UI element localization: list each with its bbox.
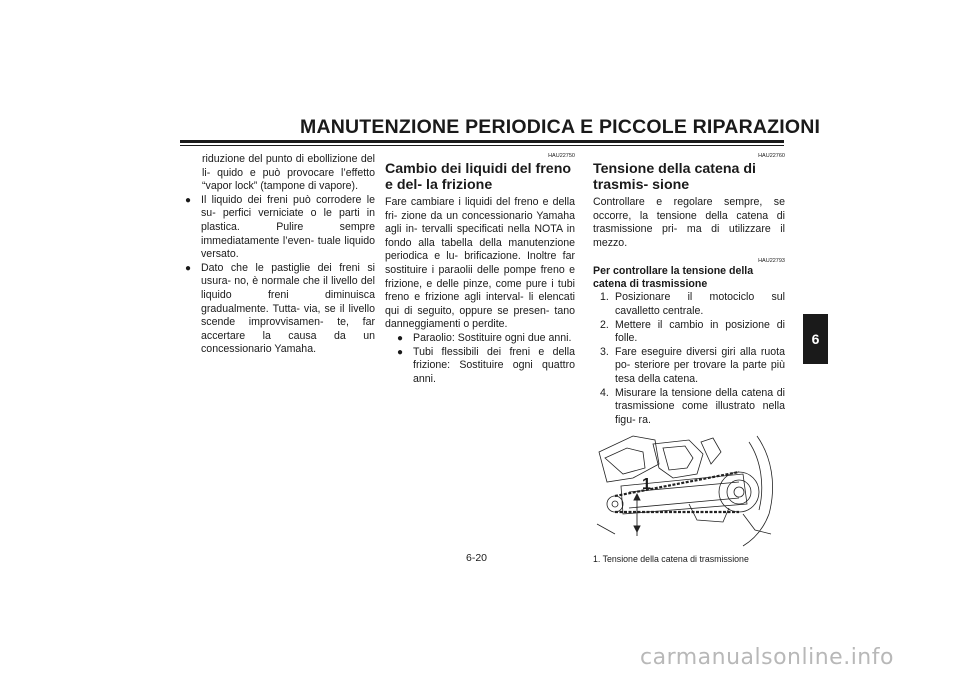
- header-rule-thin: [180, 145, 784, 146]
- bullet-dot-icon: ●: [397, 346, 404, 358]
- figure-callout-number: 1: [642, 476, 651, 494]
- step-number: 1.: [600, 291, 609, 304]
- chapter-tab[interactable]: [803, 314, 828, 364]
- step-item: [593, 291, 785, 318]
- step-item: [593, 319, 785, 346]
- intro-paragraph: riduzione del punto di ebollizione del li- quido e può provocare l’effetto “vapor lock” (tampone di vapore).: [202, 153, 375, 193]
- bullet-text: Dato che le pastiglie dei freni si usura- no, è normale che il livello del liquido freni diminuisca gradualmente. Tutta- via, se il livello scende improvvisamen- te, far accertare la causa da un concessionario Yamaha.: [201, 261, 375, 356]
- bullet-text: Il liquido dei freni può corrodere le su- perfici verniciate o le parti in plastica. Pulire sempre immediatamente l’even- tuale liquido versato.: [201, 193, 375, 261]
- column-middle: [385, 153, 575, 386]
- section-body: Controllare e regolare sempre, se occorre, la tensione della catena di trasmissione pri- ma di utilizzare il mezzo.: [593, 196, 785, 249]
- section-heading: Cambio dei liquidi del freno e del- la frizione: [385, 161, 572, 193]
- step-number: 2.: [600, 318, 609, 331]
- step-number: 3.: [600, 345, 609, 358]
- chapter-tab-number: 6: [811, 331, 820, 347]
- watermark[interactable]: carmanualsonline.info: [640, 645, 894, 670]
- step-text: Fare eseguire diversi giri alla ruota po- steriore per trovare la parte più tesa della catena.: [615, 345, 785, 385]
- section-code: HAU22750: [548, 153, 575, 159]
- subsection-code: HAU22793: [758, 258, 785, 265]
- bullet-item: [397, 346, 575, 387]
- chain-illustration: [593, 434, 781, 552]
- column-right: [593, 153, 785, 565]
- step-number: 4.: [600, 386, 609, 399]
- bullet-dot-icon: ●: [185, 262, 192, 274]
- step-text: Posizionare il motociclo sul cavalletto centrale.: [615, 291, 785, 317]
- step-text: Misurare la tensione della catena di trasmissione come illustrato nella figu- ra.: [615, 386, 785, 426]
- bullet-dot-icon: ●: [185, 194, 192, 206]
- bullet-item: [185, 262, 375, 357]
- section-heading: Tensione della catena di trasmis- sione: [593, 161, 756, 193]
- bullet-text: Tubi flessibili dei freni e della frizione: Sostituire ogni quattro anni.: [413, 345, 575, 385]
- figure-caption: 1. Tensione della catena di trasmissione: [593, 554, 749, 565]
- section-code: HAU22760: [758, 153, 785, 159]
- bullet-item: [185, 194, 375, 262]
- page-number: 6-20: [466, 552, 488, 564]
- chain-drawing: [593, 434, 781, 552]
- column-left: [185, 153, 375, 357]
- bullet-dot-icon: ●: [397, 332, 404, 344]
- page-header-title: MANUTENZIONE PERIODICA E PICCOLE RIPARAZIONI: [300, 116, 821, 138]
- bullet-text: Paraolio: Sostituire ogni due anni.: [413, 331, 572, 344]
- header-rule-thick: [180, 140, 784, 143]
- step-item: [593, 387, 785, 428]
- subsection-heading: Per controllare la tensione della catena di trasmissione: [593, 265, 754, 290]
- step-item: [593, 346, 785, 387]
- section-body: Fare cambiare i liquidi del freno e della fri- zione da un concessionario Yamaha agli in- tervalli specificati nella NOTA in fondo alla tabella della manutenzione periodica e lu- brificazione. Inoltre far sostituire i paraolii delle pompe freno e frizione, e delle pinze, come pure i tubi freno e frizione agli interval- li elencati qui di seguito, oppure se presen- tano danneggiamenti o perdite.: [385, 196, 575, 331]
- step-text: Mettere il cambio in posizione di folle.: [615, 318, 785, 345]
- bullet-item: [397, 332, 575, 346]
